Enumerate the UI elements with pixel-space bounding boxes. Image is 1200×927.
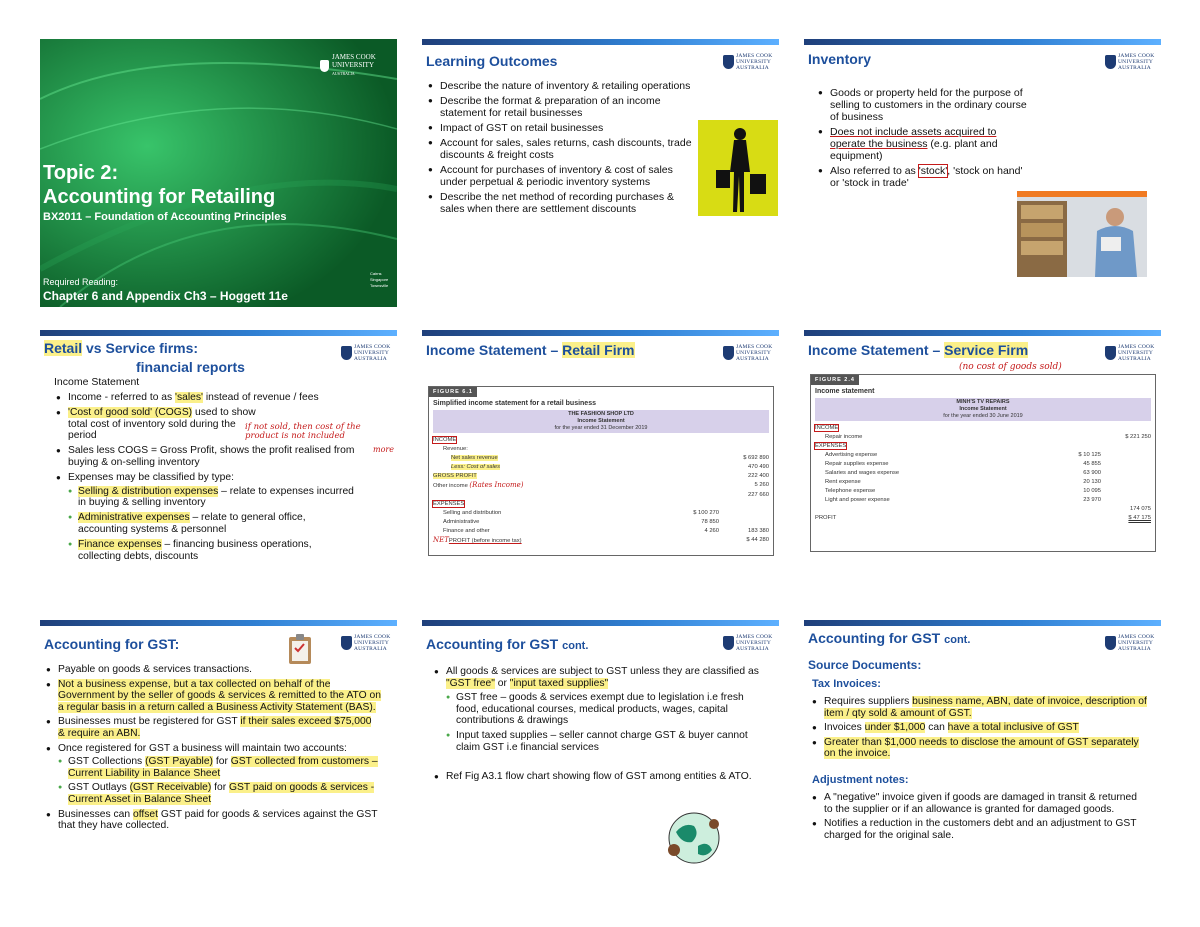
section-heading: Adjustment notes: bbox=[812, 774, 909, 786]
list-item: ● Goods or property held for the purpose of selling to customers in the ordinary course of business bbox=[818, 87, 1028, 123]
list-item: ● Also referred to as 'stock', 'stock on hand' or 'stock in trade' bbox=[818, 165, 1028, 189]
slide-top-bar bbox=[804, 330, 1161, 336]
list-item: ● Requires suppliers business name, ABN, date of invoice, description of item / qty sold & amount of GST. bbox=[812, 696, 1147, 719]
slide-top-bar bbox=[804, 620, 1161, 626]
figure-caption: Income statement bbox=[815, 388, 875, 395]
handwritten-note: (no cost of goods sold) bbox=[959, 362, 1062, 372]
list-item: ● Expenses may be classified by type: ● Selling & distribution expenses – relate to expenses incurred in buying & selling inventory ● Administrative expenses – relate to general office, accounting systems & personnel ● Finance expenses – financing business operations, collecting debts, discounts bbox=[56, 472, 356, 563]
slide-income-statement-service bbox=[804, 330, 1161, 598]
list-item: ● Input taxed supplies – seller cannot charge GST & buyer cannot claim GST i.e financial services bbox=[446, 730, 769, 753]
slide-top-bar bbox=[40, 330, 397, 336]
bullet-list bbox=[428, 80, 696, 218]
bullet-list bbox=[818, 87, 1028, 192]
list-item: ● Selling & distribution expenses – relate to expenses incurred in buying & selling inventory bbox=[68, 486, 356, 510]
campus-list: Cairns Singapore Townsville bbox=[370, 271, 389, 288]
slide-retail-vs-service bbox=[40, 330, 397, 598]
jcu-logo: JAMES COOK UNIVERSITY AUSTRALIA bbox=[723, 632, 775, 654]
slide-title: Learning Outcomes bbox=[426, 53, 558, 69]
crest-icon bbox=[1105, 55, 1116, 69]
warehouse-worker-image bbox=[1017, 191, 1147, 277]
list-item: ● Account for purchases of inventory & cost of sales under perpetual & periodic inventory systems bbox=[428, 164, 696, 188]
section-heading: Income Statement bbox=[54, 376, 140, 388]
list-item: ● Does not include assets acquired to operate the business (e.g. plant and equipment) bbox=[818, 126, 1028, 162]
bullet-list bbox=[46, 664, 381, 835]
reading-text: Chapter 6 and Appendix Ch3 – Hoggett 11e bbox=[43, 289, 288, 303]
list-item: ● A "negative" invoice given if goods are damaged in transit & returned to the supplier or if an allowance is granted for damaged goods. bbox=[812, 792, 1147, 815]
crest-icon bbox=[320, 60, 329, 72]
jcu-logo: JAMES COOK UNIVERSITY AUSTRALIA bbox=[723, 51, 775, 73]
list-item: ● Businesses must be registered for GST if their sales exceed $75,000 & require an ABN. bbox=[46, 716, 381, 739]
handwritten-note: more bbox=[373, 445, 394, 454]
list-item: ● Notifies a reduction in the customers debt and an adjustment to GST charged for the original sale. bbox=[812, 818, 1147, 841]
list-item: ● Account for sales, sales returns, cash discounts, trade discounts & freight costs bbox=[428, 137, 696, 161]
jcu-logo: JAMES COOK UNIVERSITY AUSTRALIA bbox=[320, 53, 376, 78]
slide-top-bar bbox=[422, 39, 779, 45]
slide-accounting-for-gst bbox=[40, 620, 397, 888]
statement-header: MINH'S TV REPAIRS Income Statement for the year ended 30 June 2019 bbox=[815, 398, 1151, 421]
bullet-list bbox=[812, 696, 1147, 763]
list-item: ● GST Collections (GST Payable) for GST collected from customers – Current Liability in Balance Sheet bbox=[58, 756, 381, 779]
figure-tag: FIGURE 6.1 bbox=[429, 387, 477, 397]
slide-title: Income Statement – Retail Firm bbox=[426, 342, 635, 358]
figure-tag: FIGURE 2.4 bbox=[811, 375, 859, 385]
slide-learning-outcomes bbox=[422, 39, 779, 307]
list-item: ● 'Cost of good sold' (COGS) used to show total cost of inventory sold during the period bbox=[56, 407, 263, 442]
course-subtitle: BX2011 – Foundation of Accounting Principles bbox=[43, 211, 287, 223]
slide-inventory bbox=[804, 39, 1161, 307]
list-item: ● Impact of GST on retail businesses bbox=[428, 122, 696, 134]
jcu-logo: JAMES COOK UNIVERSITY AUSTRALIA bbox=[341, 342, 393, 364]
section-heading: Source Documents: bbox=[808, 658, 922, 672]
slide-top-bar bbox=[422, 330, 779, 336]
list-item: ● Greater than $1,000 needs to disclose the amount of GST separately on the invoice. bbox=[812, 737, 1147, 760]
slide-top-bar bbox=[40, 620, 397, 626]
crest-icon bbox=[723, 636, 734, 650]
list-item: ● GST free – goods & services exempt due to legislation i.e fresh food, educational courses, medical products, wages, capital contributions & drawings bbox=[446, 692, 769, 727]
bullet-list bbox=[56, 392, 356, 565]
crest-icon bbox=[341, 636, 352, 650]
globe-people-icon bbox=[666, 810, 722, 866]
sub-list bbox=[446, 692, 769, 753]
slide-title: Accounting for GST: bbox=[44, 636, 180, 652]
jcu-logo: JAMES COOK UNIVERSITY AUSTRALIA bbox=[341, 632, 393, 654]
figure-income-statement: FIGURE 6.1 Simplified income statement for a retail business THE FASHION SHOP LTD Income Statement for the year ended 31 December 2019 INCOME Revenue: Net sales revenue $ 692 890 Less: Cost of sales 470 490 GROSS PROFIT 222 400 Other income (Rates Income) 5 260 227 660 EXPENSES Selling and distribution $ 100 270 Administrative 78 850 Finance and other 4 260 183 380 NETPROFIT (before income tax) $ 44 280 bbox=[428, 386, 774, 556]
jcu-logo: JAMES COOK UNIVERSITY AUSTRALIA bbox=[1105, 342, 1157, 364]
list-item: ● Describe the nature of inventory & retailing operations bbox=[428, 80, 696, 92]
list-item: ● Administrative expenses – relate to general office, accounting systems & personnel bbox=[68, 512, 356, 536]
handwritten-note: if not sold, then cost of the product is not included bbox=[245, 422, 361, 441]
list-item: ● Not a business expense, but a tax collected on behalf of the Government by the seller of goods & services & remitted to the ATO on a regular basis in a return called a Business Activity Statement (BAS). bbox=[46, 679, 381, 714]
slide-title: Accounting for GST cont. bbox=[426, 636, 589, 652]
slide-title: Income Statement – Service Firm bbox=[808, 342, 1029, 358]
crest-icon bbox=[1105, 636, 1116, 650]
reading-label: Required Reading: bbox=[43, 277, 119, 287]
slide-top-bar bbox=[422, 620, 779, 626]
list-item: ● All goods & services are subject to GST unless they are classified as "GST free" or "input taxed supplies" ● GST free – goods & services exempt due to legislation i.e fresh food, educational courses, medical products, wages, capital contributions & drawings ● Input taxed supplies – seller cannot charge GST & buyer cannot claim GST i.e financial services bbox=[434, 666, 769, 753]
slide-subtitle: financial reports bbox=[136, 359, 245, 375]
figure-caption: Simplified income statement for a retail business bbox=[433, 400, 596, 407]
list-item: ● Invoices under $1,000 can have a total inclusive of GST bbox=[812, 722, 1147, 734]
bullet-list bbox=[434, 666, 769, 786]
figure-income-statement: FIGURE 2.4 Income statement MINH'S TV REPAIRS Income Statement for the year ended 30 June 2019 INCOME Repair income $ 221 250 EXPENSES Advertising expense $ 10 125 Repair supplies expense 45 855 Salaries and wages expense 63 900 Rent expense 20 130 Telephone expense 10 095 Light and power expense 23 970 174 075 PROFIT $ 47 175 bbox=[810, 374, 1156, 552]
jcu-logo: JAMES COOK UNIVERSITY AUSTRALIA bbox=[723, 342, 775, 364]
slide-title-heading: Topic 2: Accounting for Retailing bbox=[43, 162, 276, 208]
list-item: ● Ref Fig A3.1 flow chart showing flow of GST among entities & ATO. bbox=[434, 771, 769, 783]
list-item: ● Describe the net method of recording purchases & sales when there are settlement discounts bbox=[428, 191, 696, 215]
list-item: ● GST Outlays (GST Receivable) for GST paid on goods & services - Current Asset in Balance Sheet bbox=[58, 782, 381, 805]
list-item: ● Income - referred to as 'sales' instead of revenue / fees bbox=[56, 392, 356, 404]
list-item: ● Finance expenses – financing business operations, collecting debts, discounts bbox=[68, 539, 356, 563]
list-item: ● Sales less COGS = Gross Profit, shows the profit realised from buying & on-selling inventory bbox=[56, 445, 358, 469]
statement-header: THE FASHION SHOP LTD Income Statement for the year ended 31 December 2019 bbox=[433, 410, 769, 433]
list-item: ● Payable on goods & services transactions. bbox=[46, 664, 381, 676]
clipboard-icon bbox=[285, 632, 317, 666]
bullet-list bbox=[812, 792, 1147, 844]
jcu-logo: JAMES COOK UNIVERSITY AUSTRALIA bbox=[1105, 51, 1157, 73]
shopper-silhouette-image bbox=[698, 120, 778, 216]
sub-list bbox=[58, 756, 381, 805]
list-item: ● Once registered for GST a business will maintain two accounts: ● GST Collections (GST Payable) for GST collected from customers – Current Liability in Balance Sheet ● GST Outlays (GST Receivable) for GST paid on goods & services - Current Asset in Balance Sheet bbox=[46, 743, 381, 806]
slide-accounting-for-gst-cont bbox=[422, 620, 779, 888]
sub-list bbox=[68, 486, 356, 563]
crest-icon bbox=[1105, 346, 1116, 360]
crest-icon bbox=[723, 346, 734, 360]
crest-icon bbox=[723, 55, 734, 69]
list-item: ● Businesses can offset GST paid for goods & services against the GST that they have collected. bbox=[46, 809, 381, 832]
slide-top-bar bbox=[804, 39, 1161, 45]
slide-title: Accounting for GST cont. bbox=[808, 630, 971, 646]
slide-income-statement-retail bbox=[422, 330, 779, 598]
jcu-logo: JAMES COOK UNIVERSITY AUSTRALIA bbox=[1105, 632, 1157, 654]
section-heading: Tax Invoices: bbox=[812, 678, 881, 690]
slide-title bbox=[40, 39, 397, 307]
slide-title: Inventory bbox=[808, 51, 872, 67]
slide-title: Retail vs Service firms: bbox=[44, 340, 199, 356]
crest-icon bbox=[341, 346, 352, 360]
slide-source-documents bbox=[804, 620, 1161, 888]
list-item: ● Describe the format & preparation of an income statement for retail businesses bbox=[428, 95, 696, 119]
